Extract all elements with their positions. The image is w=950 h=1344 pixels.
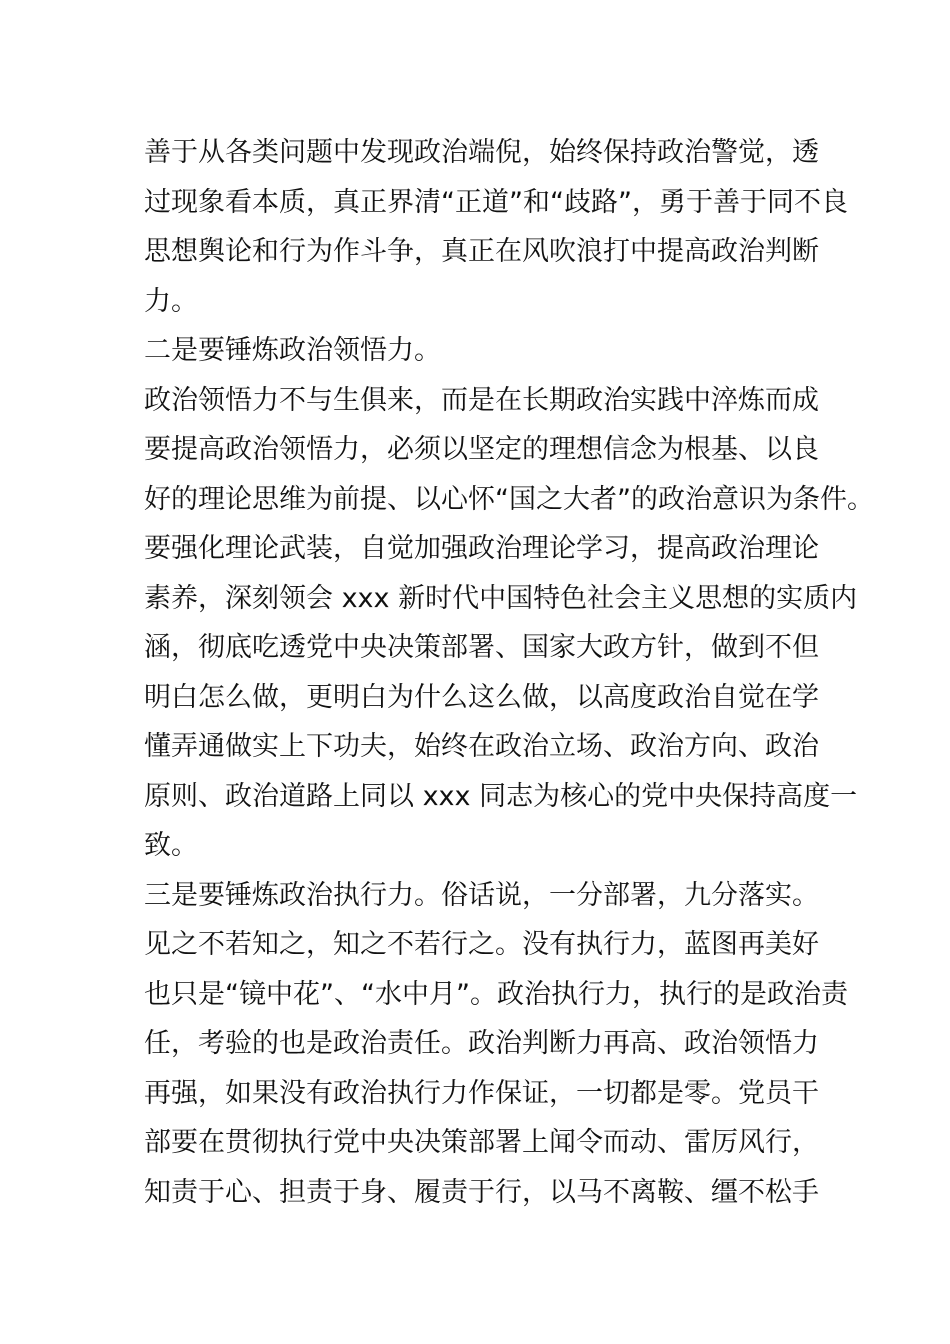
section-heading: 二是要锤炼政治领悟力。 [144,335,441,366]
text-line: 致。 [144,830,198,861]
text-line: 素养，深刻领会 xxx 新时代中国特色社会主义思想的实质内 [144,582,858,614]
section-heading: 三是要锤炼政治执行力。俗话说，一分部署，九分落实。 [144,879,819,911]
text-line: 善于从各类问题中发现政治端倪，始终保持政治警觉，透 [144,137,819,168]
text-line: 原则、政治道路上同以 xxx 同志为核心的党中央保持高度一 [144,780,858,812]
text-line: 懂弄通做实上下功夫，始终在政治立场、政治方向、政治 [144,731,819,762]
text-line: 力。 [144,285,198,317]
text-line: 要强化理论武装，自觉加强政治理论学习，提高政治理论 [144,533,819,564]
text-line: 过现象看本质，真正界清“正道”和“歧路”，勇于善于同不良 [144,186,848,218]
text-line: 思想舆论和行为作斗争，真正在风吹浪打中提高政治判断 [144,236,819,267]
text-line: 政治领悟力不与生俱来，而是在长期政治实践中淬炼而成 [144,384,819,416]
text-line: 也只是“镜中花”、“水中月”。政治执行力，执行的是政治责 [144,978,848,1010]
text-line: 再强，如果没有政治执行力作保证，一切都是零。党员干 [144,1077,819,1109]
text-line: 涵，彻底吃透党中央决策部署、国家大政方针，做到不但 [144,632,819,663]
body-text [144,128,874,1217]
text-line: 部要在贯彻执行党中央决策部署上闻令而动、雷厉风行， [144,1127,819,1158]
text-line: 好的理论思维为前提、以心怀“国之大者”的政治意识为条件。 [144,483,874,515]
text-line: 明白怎么做，更明白为什么这么做，以高度政治自觉在学 [144,681,819,713]
text-line: 要提高政治领悟力，必须以坚定的理想信念为根基、以良 [144,434,819,465]
text-line: 任，考验的也是政治责任。政治判断力再高、政治领悟力 [144,1028,819,1059]
text-line: 知责于心、担责于身、履责于行，以马不离鞍、缰不松手 [144,1176,819,1208]
text-line: 见之不若知之，知之不若行之。没有执行力，蓝图再美好 [144,929,819,960]
